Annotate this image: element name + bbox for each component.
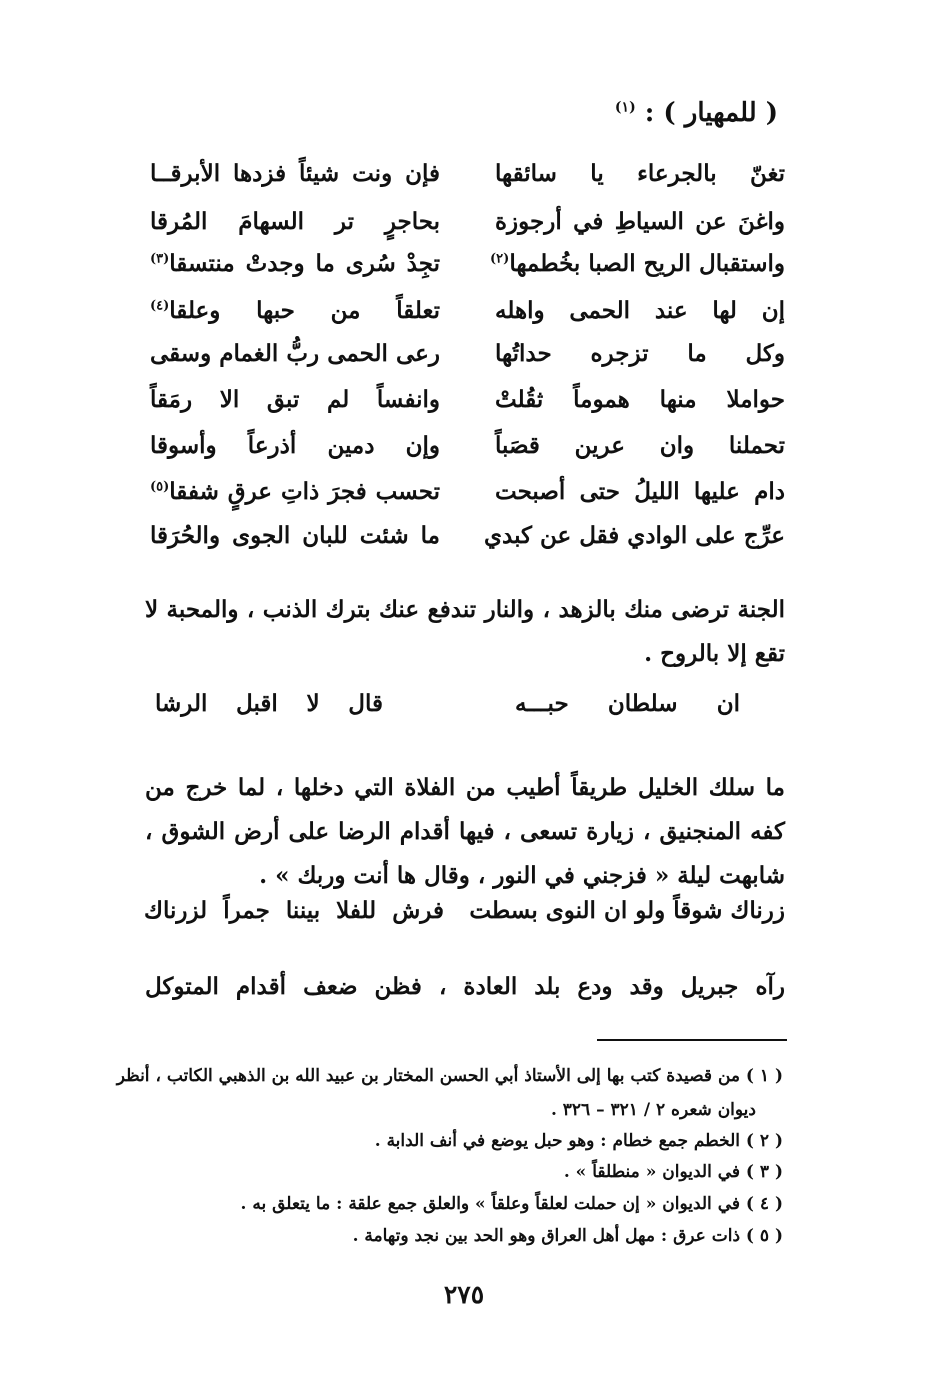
verse-8-left-note: (٥) [150, 479, 170, 495]
verse-2-left: بحاجرٍ تر السهامَ المُرقا [150, 208, 440, 235]
verse-8-right: دام عليها الليلُ حتى أصبحت [495, 478, 785, 505]
verse-7-right: تحملنا وان عرين قصَباً [495, 432, 785, 459]
couplet-1-right: ان سلطان حبـــه [515, 690, 740, 717]
footnote-3: ( ٣ ) في الديوان « منطلقاً » . [563, 1162, 783, 1182]
verse-5-left: رعى الحمى ربُّ الغمام وسقى [150, 340, 440, 367]
prose-paragraph-1: الجنة ترضى منك بالزهد ، والنار تندفع عنك بترك الذنب ، والمحبة لا تقع إلا بالروح . [145, 596, 785, 667]
footnote-1: ( ١ ) من قصيدة كتب بها إلى الأستاذ أبي الحسن المختار بن عبيد الله بن الذهبي الكاتب ، أنظر [116, 1066, 783, 1086]
couplet-2-left: فرش للفلا بيننا جمراً لزرناك [144, 897, 444, 924]
prose-paragraph-3: رآه جبريل وقد ودع بلد العادة ، فظن ضعف أقدام المتوكل [145, 973, 785, 1000]
verse-3-left [150, 250, 440, 277]
verse-3-right-text: واستقبال الريح الصبا بخُطمها [509, 250, 785, 277]
heading-note-marker: (١) [614, 99, 636, 116]
verse-6-left: وانفساً لم تبق الا رمَقاً [150, 386, 440, 413]
verse-4-left [150, 297, 440, 324]
verse-8-left [150, 478, 440, 505]
section-heading [615, 98, 778, 128]
verse-3-left-note: (٣) [150, 251, 170, 267]
prose-paragraph-2: ما سلك الخليل طريقاً أطيب من الفلاة التي دخلها ، لما خرج من كفه المنجنيق ، زيارة تسعى ، فيها أقدام الرضا على أرض الشوق ، شابهت ليلة « فزجني في النور ، وقال ها أنت وربك » . [145, 774, 785, 889]
couplet-2-right: زرناك شوقاً ولو ان النوى بسطت [469, 897, 785, 924]
verse-1-left: فإن ونت شيئاً فزدها الأبرقــا [150, 160, 440, 187]
verse-4-left-text: تعلقاً من حبها وعلقا [169, 297, 440, 324]
footnote-2: ( ٢ ) الخطم جمع خطام : وهو حبل يوضع في أنف الدابة . [374, 1131, 783, 1151]
verse-9-right: عرِّج على الوادي فقل عن كبدي [484, 522, 785, 549]
verse-4-right: إن لها عند الحمى واهله [495, 297, 785, 324]
verse-1-right: تغنّ بالجرعاء يا سائقها [495, 160, 785, 187]
footnote-1-continued: ديوان شعره ٢ / ٣٢١ – ٣٢٦ . [550, 1100, 756, 1120]
verse-3-right-note: (٢) [490, 251, 510, 267]
verse-3-left-text: تجِدْ سُرى ما وجدتْ منتسقا [169, 250, 440, 277]
footnote-4: ( ٤ ) في الديوان « إن حملت لعلقاً وعلقاً » والعلق جمع علقة : ما يتعلق به . [240, 1194, 783, 1214]
footnote-5: ( ٥ ) ذات عرق : مهل أهل العراق وهو الحد بين نجد وتهامة . [352, 1226, 783, 1246]
verse-4-left-note: (٤) [150, 298, 170, 314]
heading-text: ( للمهيار ) : [644, 98, 778, 128]
couplet-1-left: قال لا اقبل الرشا [155, 690, 383, 717]
verse-2-right: واغنَ عن السياطِ في أرجوزة [495, 208, 785, 235]
verse-8-left-text: تحسب فجرَ ذاتِ عرقٍ شفقا [169, 478, 440, 505]
verse-5-right: وكل ما تزجره حداتُها [495, 340, 785, 367]
verse-7-left: وإن دمين أذرعاً وأسوقا [150, 432, 440, 459]
verse-9-left: ما شئت للبان الجوى والحُرَقا [150, 522, 440, 549]
verse-3-right [490, 250, 785, 277]
footnote-separator [597, 1039, 787, 1041]
page-number: ٢٧٥ [443, 1280, 485, 1309]
verse-6-right: حواملا منها هموماً ثقُلتْ [495, 386, 785, 413]
